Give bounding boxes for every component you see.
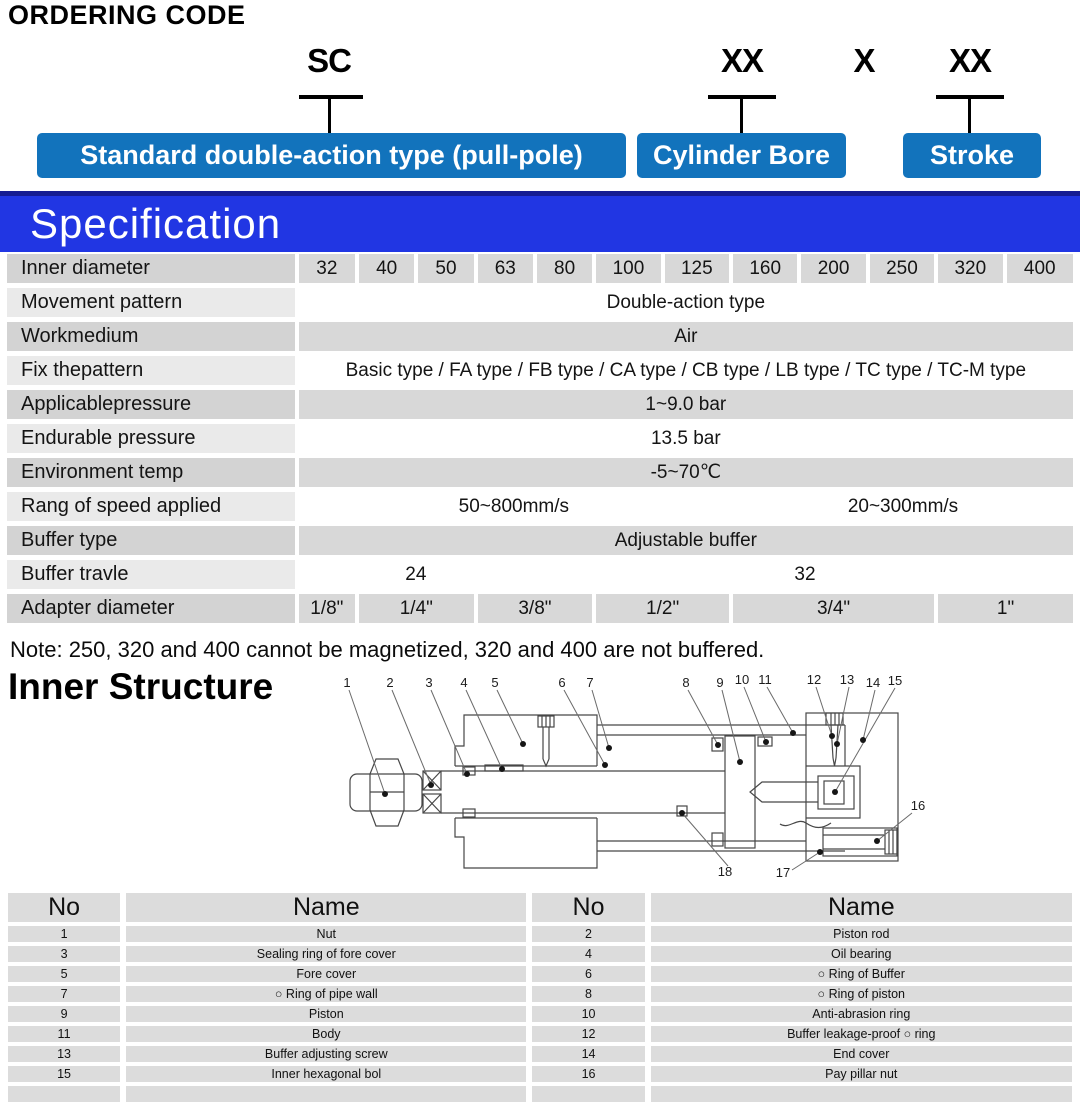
callout-number: 14 — [865, 675, 881, 690]
spec-row-label: Fix thepattern — [7, 356, 295, 385]
callout-number: 10 — [734, 672, 750, 687]
spec-cell: 125 — [665, 254, 729, 283]
callout-number: 6 — [558, 675, 566, 690]
parts-cell-name: ○ Ring of Buffer — [651, 966, 1072, 982]
spec-row-adapter-diameter — [7, 594, 1073, 623]
note-text: Note: 250, 320 and 400 cannot be magnetized, 320 and 400 are not buffered. — [10, 637, 765, 662]
label-box-stroke-text: Stroke — [929, 140, 1015, 170]
spec-row-label: Buffer travle — [7, 560, 295, 589]
callout-number: 11 — [758, 672, 772, 687]
parts-cell-name: End cover — [651, 1046, 1072, 1062]
parts-row — [8, 966, 1072, 982]
spec-row-label: Applicablepressure — [7, 390, 295, 419]
parts-row-partial — [8, 1086, 1072, 1102]
parts-cell-no: 10 — [532, 1006, 644, 1022]
spec-row-applicable-pressure — [7, 390, 1073, 419]
parts-row — [8, 1046, 1072, 1062]
spec-row-inner-diameter — [7, 254, 1073, 283]
ordering-code-title: ORDERING CODE — [8, 0, 246, 30]
parts-row — [8, 1006, 1072, 1022]
spec-row-label: Movement pattern — [7, 288, 295, 317]
code-stroke-xx: XX — [948, 42, 992, 79]
parts-header-name: Name — [126, 893, 526, 922]
spec-row-label: Workmedium — [7, 322, 295, 351]
spec-cell: 13.5 bar — [299, 424, 1073, 453]
spec-cell: 320 — [938, 254, 1002, 283]
callout-number: 2 — [386, 675, 394, 690]
spec-cell: 160 — [733, 254, 797, 283]
spec-cell: -5~70℃ — [299, 458, 1073, 487]
parts-cell-no: 2 — [532, 926, 644, 942]
parts-header-no: No — [8, 893, 120, 922]
parts-cell-no: 6 — [532, 966, 644, 982]
parts-cell-no: 4 — [532, 946, 644, 962]
parts-cell-name: Buffer adjusting screw — [126, 1046, 526, 1062]
parts-cell-name: Anti-abrasion ring — [651, 1006, 1072, 1022]
spec-cell: 32 — [537, 560, 1073, 589]
spec-cell: 63 — [478, 254, 533, 283]
parts-header-row — [8, 893, 1072, 922]
spec-cell: 50 — [418, 254, 473, 283]
parts-cell-name: Fore cover — [126, 966, 526, 982]
spec-cell: 250 — [870, 254, 934, 283]
parts-cell-name: Inner hexagonal bol — [126, 1066, 526, 1082]
spec-row-endurable-pressure — [7, 424, 1073, 453]
parts-cell-no: 3 — [8, 946, 120, 962]
code-bore-xx: XX — [720, 42, 764, 79]
spec-row-buffer-type — [7, 526, 1073, 555]
parts-cell-name: Sealing ring of fore cover — [126, 946, 526, 962]
parts-cell-name: Pay pillar nut — [651, 1066, 1072, 1082]
parts-cell-name: Oil bearing — [651, 946, 1072, 962]
parts-cell-no: 16 — [532, 1066, 644, 1082]
parts-cell-no — [532, 1086, 644, 1102]
spec-cell: 1/2" — [596, 594, 729, 623]
callout-number: 1 — [343, 675, 351, 690]
callout-number: 9 — [716, 675, 724, 690]
spec-cell: 3/8" — [478, 594, 593, 623]
spec-row-speed-range — [7, 492, 1073, 521]
parts-cell-name — [126, 1086, 526, 1102]
parts-cell-no: 9 — [8, 1006, 120, 1022]
label-box-standard-type — [37, 133, 626, 178]
parts-cell-no: 8 — [532, 986, 644, 1002]
spec-cell: 3/4" — [733, 594, 934, 623]
spec-cell: 80 — [537, 254, 592, 283]
spec-cell: 1" — [938, 594, 1073, 623]
spec-cell: 1/4" — [359, 594, 474, 623]
callout-number: 16 — [910, 798, 926, 813]
spec-cell: 100 — [596, 254, 660, 283]
specification-title: Specification — [30, 200, 282, 247]
label-box-standard-type-text: Standard double-action type (pull-pole) — [80, 140, 583, 170]
parts-cell-no: 7 — [8, 986, 120, 1002]
parts-cell-no — [8, 1086, 120, 1102]
spec-cell: Adjustable buffer — [299, 526, 1073, 555]
parts-cell-name: Buffer leakage-proof ○ ring — [651, 1026, 1072, 1042]
callout-number: 17 — [775, 865, 791, 880]
spec-row-label: Environment temp — [7, 458, 295, 487]
connector-line-sc — [328, 99, 331, 135]
spec-row-workmedium — [7, 322, 1073, 351]
parts-header-no: No — [532, 893, 644, 922]
parts-cell-no: 14 — [532, 1046, 644, 1062]
parts-cell-no: 12 — [532, 1026, 644, 1042]
parts-cell-name: Nut — [126, 926, 526, 942]
parts-cell-name: ○ Ring of pipe wall — [126, 986, 526, 1002]
spec-row-environment-temp — [7, 458, 1073, 487]
code-sc: SC — [307, 42, 351, 79]
spec-row-label: Buffer type — [7, 526, 295, 555]
spec-row-label: Rang of speed applied — [7, 492, 295, 521]
connector-line-bore — [740, 99, 743, 135]
parts-cell-no: 5 — [8, 966, 120, 982]
spec-row-buffer-travel — [7, 560, 1073, 589]
parts-cell-name: Body — [126, 1026, 526, 1042]
parts-cell-no: 1 — [8, 926, 120, 942]
spec-cell: 1/8" — [299, 594, 355, 623]
connector-line-stroke — [968, 99, 971, 135]
spec-cell: 50~800mm/s — [299, 492, 729, 521]
inner-structure-title: Inner Structure — [8, 666, 274, 707]
callout-number: 15 — [887, 673, 903, 688]
specification-table — [3, 249, 1077, 628]
parts-row — [8, 946, 1072, 962]
parts-cell-no: 13 — [8, 1046, 120, 1062]
parts-row — [8, 1066, 1072, 1082]
spec-cell: Basic type / FA type / FB type / CA type / CB type / LB type / TC type / TC-M type — [299, 356, 1073, 385]
spec-row-label: Endurable pressure — [7, 424, 295, 453]
parts-row — [8, 926, 1072, 942]
parts-cell-no: 15 — [8, 1066, 120, 1082]
spec-row-fix-pattern — [7, 356, 1073, 385]
parts-cell-name: ○ Ring of piston — [651, 986, 1072, 1002]
parts-row — [8, 986, 1072, 1002]
spec-cell: 20~300mm/s — [733, 492, 1073, 521]
spec-cell: 40 — [359, 254, 414, 283]
parts-row — [8, 1026, 1072, 1042]
spec-cell: Double-action type — [299, 288, 1073, 317]
callout-number: 4 — [460, 675, 468, 690]
callout-number: 5 — [491, 675, 499, 690]
parts-cell-name: Piston rod — [651, 926, 1072, 942]
label-box-stroke — [903, 133, 1041, 178]
label-box-cylinder-bore — [637, 133, 846, 178]
specification-header-bar — [0, 191, 1080, 252]
parts-table — [2, 889, 1078, 1106]
label-box-cylinder-bore-text: Cylinder Bore — [652, 140, 831, 170]
spec-cell: Air — [299, 322, 1073, 351]
parts-cell-no: 11 — [8, 1026, 120, 1042]
spec-cell: 200 — [801, 254, 865, 283]
callout-number: 7 — [586, 675, 594, 690]
callout-number: 3 — [425, 675, 433, 690]
spec-cell: 1~9.0 bar — [299, 390, 1073, 419]
cylinder-cross-section — [350, 713, 898, 868]
spec-cell: 400 — [1007, 254, 1073, 283]
spec-row-label: Adapter diameter — [7, 594, 295, 623]
parts-cell-name: Piston — [126, 1006, 526, 1022]
code-x-separator: X — [853, 42, 875, 79]
spec-row-movement-pattern — [7, 288, 1073, 317]
callout-number: 13 — [839, 672, 855, 687]
spec-cell: 32 — [299, 254, 355, 283]
callout-number: 8 — [682, 675, 690, 690]
callout-number: 12 — [806, 672, 822, 687]
parts-header-name: Name — [651, 893, 1072, 922]
spec-cell: 24 — [299, 560, 533, 589]
parts-cell-name — [651, 1086, 1072, 1102]
spec-row-label: Inner diameter — [7, 254, 295, 283]
inner-structure-diagram — [300, 663, 960, 898]
code-sc-underline — [299, 95, 363, 99]
callout-number: 18 — [717, 864, 733, 879]
